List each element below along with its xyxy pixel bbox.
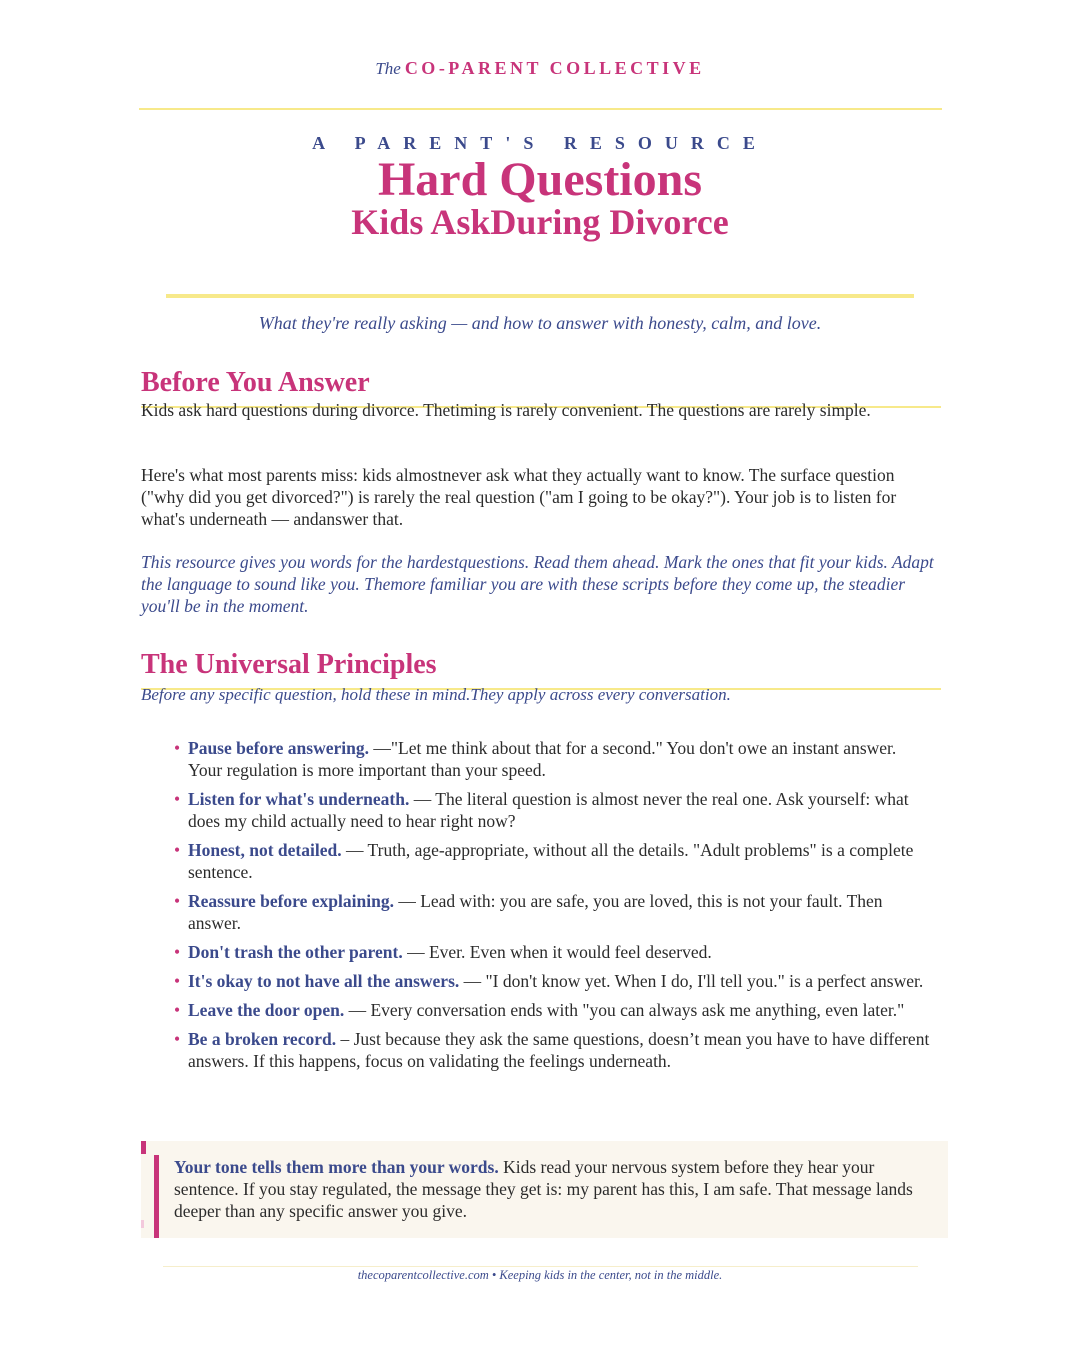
principle-text: — Lead with: you are safe, you are loved, this is not your fault. Then answer. [188,891,883,933]
brand-name: CO-PARENT COLLECTIVE [404,58,705,78]
list-item [160,1028,930,1072]
callout-accent-mark [141,1220,144,1228]
principle-text: — The literal question is almost never the real one. Ask yourself: what does my child actually need to hear right now? [188,789,909,831]
principle-text: — Truth, age-appropriate, without all the details. "Adult problems" is a complete sentence. [188,840,914,882]
bullet-icon: • [174,1029,181,1049]
bullet-icon: • [174,738,181,758]
bullet-icon: • [174,971,181,991]
brand-wordmark [0,58,1080,79]
resource-note: This resource gives you words for the hardestquestions. Read them ahead. Mark the ones that fit your kids. Adapt the language to sound like you. Themore familiar you are with these scripts before they come up, the steadier you'll be in the moment. [141,552,934,616]
footer-divider [163,1266,918,1267]
principle-text: — Every conversation ends with "you can always ask me anything, even later." [344,1000,905,1020]
principle-label: Reassure before explaining. [188,891,394,911]
principle-text: —"Let me think about that for a second." You don't owe an instant answer. Your regulation is more important than your speed. [188,738,897,780]
tagline: What they're really asking — and how to answer with honesty, calm, and love. [258,313,822,333]
principle-label: Pause before answering. [188,738,369,758]
list-item [160,839,930,883]
bullet-icon: • [174,891,181,911]
paragraph: Kids ask hard questions during divorce. Thetiming is rarely convenient. The questions are rarely simple. [141,400,871,420]
bullet-icon: • [174,942,181,962]
callout-strong: Your tone tells them more than your words. [174,1157,499,1177]
top-divider [139,108,942,110]
list-item [160,788,930,832]
principle-label: Be a broken record. [188,1029,337,1049]
list-item [160,737,930,781]
principle-label: Leave the door open. [188,1000,345,1020]
principle-text: – Just because they ask the same questions, doesn’t mean you have to have different answers. If this happens, focus on validating the feelings underneath. [188,1029,930,1071]
principles-list [160,737,930,1079]
page-subtitle: Kids AskDuring Divorce [351,202,729,242]
section-heading-before-you-answer: Before You Answer [141,367,370,398]
list-item [160,999,930,1021]
callout-accent-mark [141,1141,146,1154]
bullet-icon: • [174,789,181,809]
callout-text [174,1156,926,1222]
section-heading-universal-principles: The Universal Principles [141,649,437,680]
footer-text: thecoparentcollective.com • Keeping kids in the center, not in the middle. [357,1268,723,1282]
paragraph: Here's what most parents miss: kids almostnever ask what they actually want to know. The surface question ("why did you get divorced?") is rarely the real question ("am I going to be okay?"). Your job is to listen for what's underneath — andanswer that. [141,465,897,529]
principle-text: — "I don't know yet. When I do, I'll tell you." is a perfect answer. [459,971,924,991]
title-divider [166,294,914,298]
principle-label: It's okay to not have all the answers. [188,971,460,991]
callout-body: Kids read your nervous system before they hear your sentence. If you stay regulated, the message they get is: my parent has this, I am safe. That message lands deeper than any specific answer you give. [174,1157,913,1221]
bullet-icon: • [174,1000,181,1020]
callout-accent-bar [154,1155,159,1238]
principles-intro: Before any specific question, hold these in mind.They apply across every conversation. [141,685,731,704]
list-item [160,890,930,934]
principle-label: Honest, not detailed. [188,840,342,860]
principle-text: — Ever. Even when it would feel deserved. [402,942,712,962]
brand-the: The [375,59,401,78]
principle-label: Listen for what's underneath. [188,789,410,809]
list-item [160,970,930,992]
list-item [160,941,930,963]
page-title: Hard Questions [377,153,703,206]
eyebrow-label: A PARENT'S RESOURCE [312,133,768,153]
principle-label: Don't trash the other parent. [188,942,403,962]
bullet-icon: • [174,840,181,860]
